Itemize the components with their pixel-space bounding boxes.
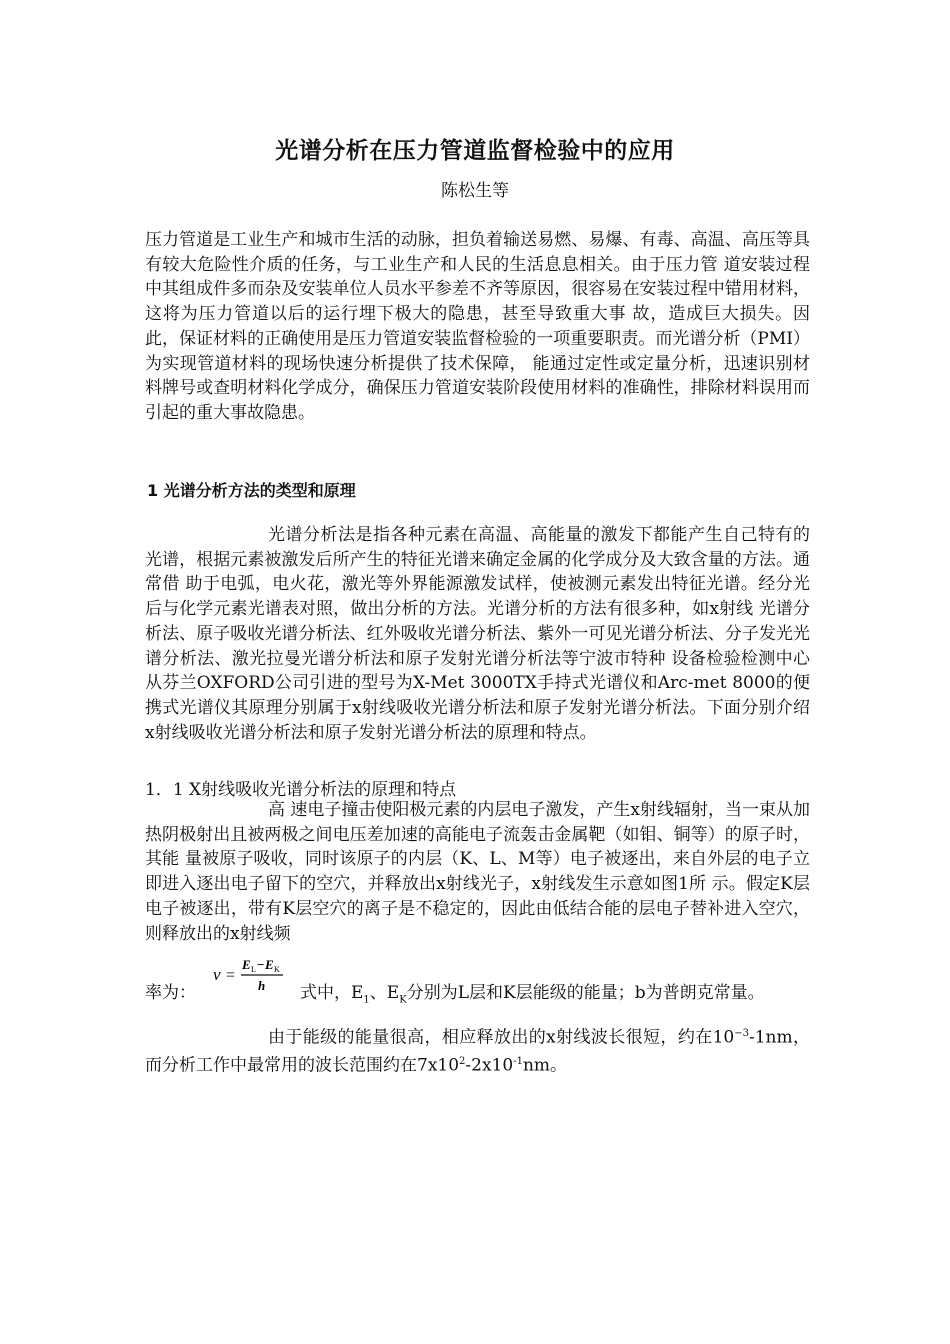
formula-line (145, 956, 835, 1006)
formula-explanation-c: 分别为L层和K层能级的能量；b为普朗克常量。 (406, 983, 765, 1003)
formula-numerator-minus: − (257, 957, 265, 972)
frequency-formula (211, 956, 287, 996)
wavelength-paragraph (145, 1022, 810, 1079)
subsection-1-1-paragraph: 高 速电子撞击使阳极元素的内层电子激发，产生x射线辐射，当一束从加热阴极射出且被两极之间电压差加速的高能电子流轰击金属靶（如钼、铜等）的原子时，其能 量被原子吸收，同时该原子的内层（K、L、M等）电子被逐出，来自外层的电子立即进入逐出电子留下的空穴，并释放出x射线光子，x射线发生示意如图1所 示。假定K层电子被逐出，带有K层空穴的离子是不稳定的，因此由低结合能的层电子替补进入空穴，则释放出的x射线频 (145, 800, 810, 944)
formula-numerator-eb: E (265, 957, 274, 972)
formula-equals: = (226, 967, 236, 984)
formula-numerator-ea-sub: L (251, 965, 256, 974)
formula-explanation-a: 式中，E (300, 983, 364, 1003)
author-line: 陈松生等 (441, 181, 509, 201)
formula-denominator: h (258, 978, 266, 993)
document-title: 光谱分析在压力管道监督检验中的应用 (275, 137, 675, 164)
wavelength-c: -2x10 (465, 1056, 514, 1077)
wavelength-a: 由于能级的能量很高，相应释放出的x射线波长很短，约在10 (268, 1027, 735, 1048)
intro-paragraph: 压力管道是工业生产和城市生活的动脉，担负着输送易燃、易爆、有毒、高温、高压等具有较大危险性介质的任务，与工业生产和人民的生活息息相关。由于压力管 道安装过程中其组成件多而杂及安装单位人员水平参差不齐等原因，很容易在安装过程中错用材料，这将为压力管道以后的运行埋下极大的隐患，甚至导致重大事 故，造成巨大损失。因此，保证材料的正确使用是压力管道安装监督检验的一项重要职责。而光谱分析（PMI）为实现管道材料的现场快速分析提供了技术保障， 能通过定性或定量分析，迅速识别材料牌号或查明材料化学成分，确保压力管道安装阶段使用材料的准确性，排除材料误用而引起的重大事故隐患。 (145, 230, 810, 423)
formula-lhs: ν (213, 965, 221, 984)
formula-numerator-ea: E (242, 957, 251, 972)
formula-explanation-b-sub: K (399, 994, 407, 1006)
wavelength-sup-1: −3 (734, 1028, 749, 1039)
formula-explanation (300, 978, 765, 1005)
section-1-paragraph: 光谱分析法是指各种元素在高温、高能量的激发下都能产生自己特有的光谱，根据元素被激发后所产生的特征光谱来确定金属的化学成分及大致含量的方法。通常借 助于电弧，电火花，激光等外界能源激发试样，使被测元素发出特征光谱。经分光后与化学元素光谱表对照，做出分析的方法。光谱分析的方法有很多种，如x射线 光谱分析法、原子吸收光谱分析法、红外吸收光谱分析法、紫外一可见光谱分析法、分子发光光谱分析法、激光拉曼光谱分析法和原子发射光谱分析法等宁波市特种 设备检验检测中心从芬兰OXFORD公司引进的型号为X-Met 3000TX手持式光谱仪和Arc-met 8000的便携式光谱仪其原理分别属于x射线吸收光谱分析法和原子发射光谱分析法。下面分别介绍x射线吸收光谱分析法和原子发射光谱分析法的原理和特点。 (145, 525, 810, 743)
wavelength-sup-3: -1 (513, 1056, 523, 1068)
formula-explanation-a-sub: 1 (363, 994, 370, 1006)
formula-numerator-eb-sub: K (274, 965, 280, 974)
formula-explanation-b: 、E (369, 983, 400, 1003)
wavelength-b: -1nm，而分析工作中最常用的波长范围约在7x10 (145, 1027, 810, 1077)
formula-label: 率为： (145, 983, 196, 1003)
wavelength-d: nm。 (522, 1056, 568, 1077)
subsection-1-1-heading: 1．1 X射线吸收光谱分析法的原理和特点 (145, 780, 457, 800)
wavelength-sup-2: 2 (459, 1056, 466, 1068)
section-1-heading: 1 光谱分析方法的类型和原理 (147, 481, 356, 500)
